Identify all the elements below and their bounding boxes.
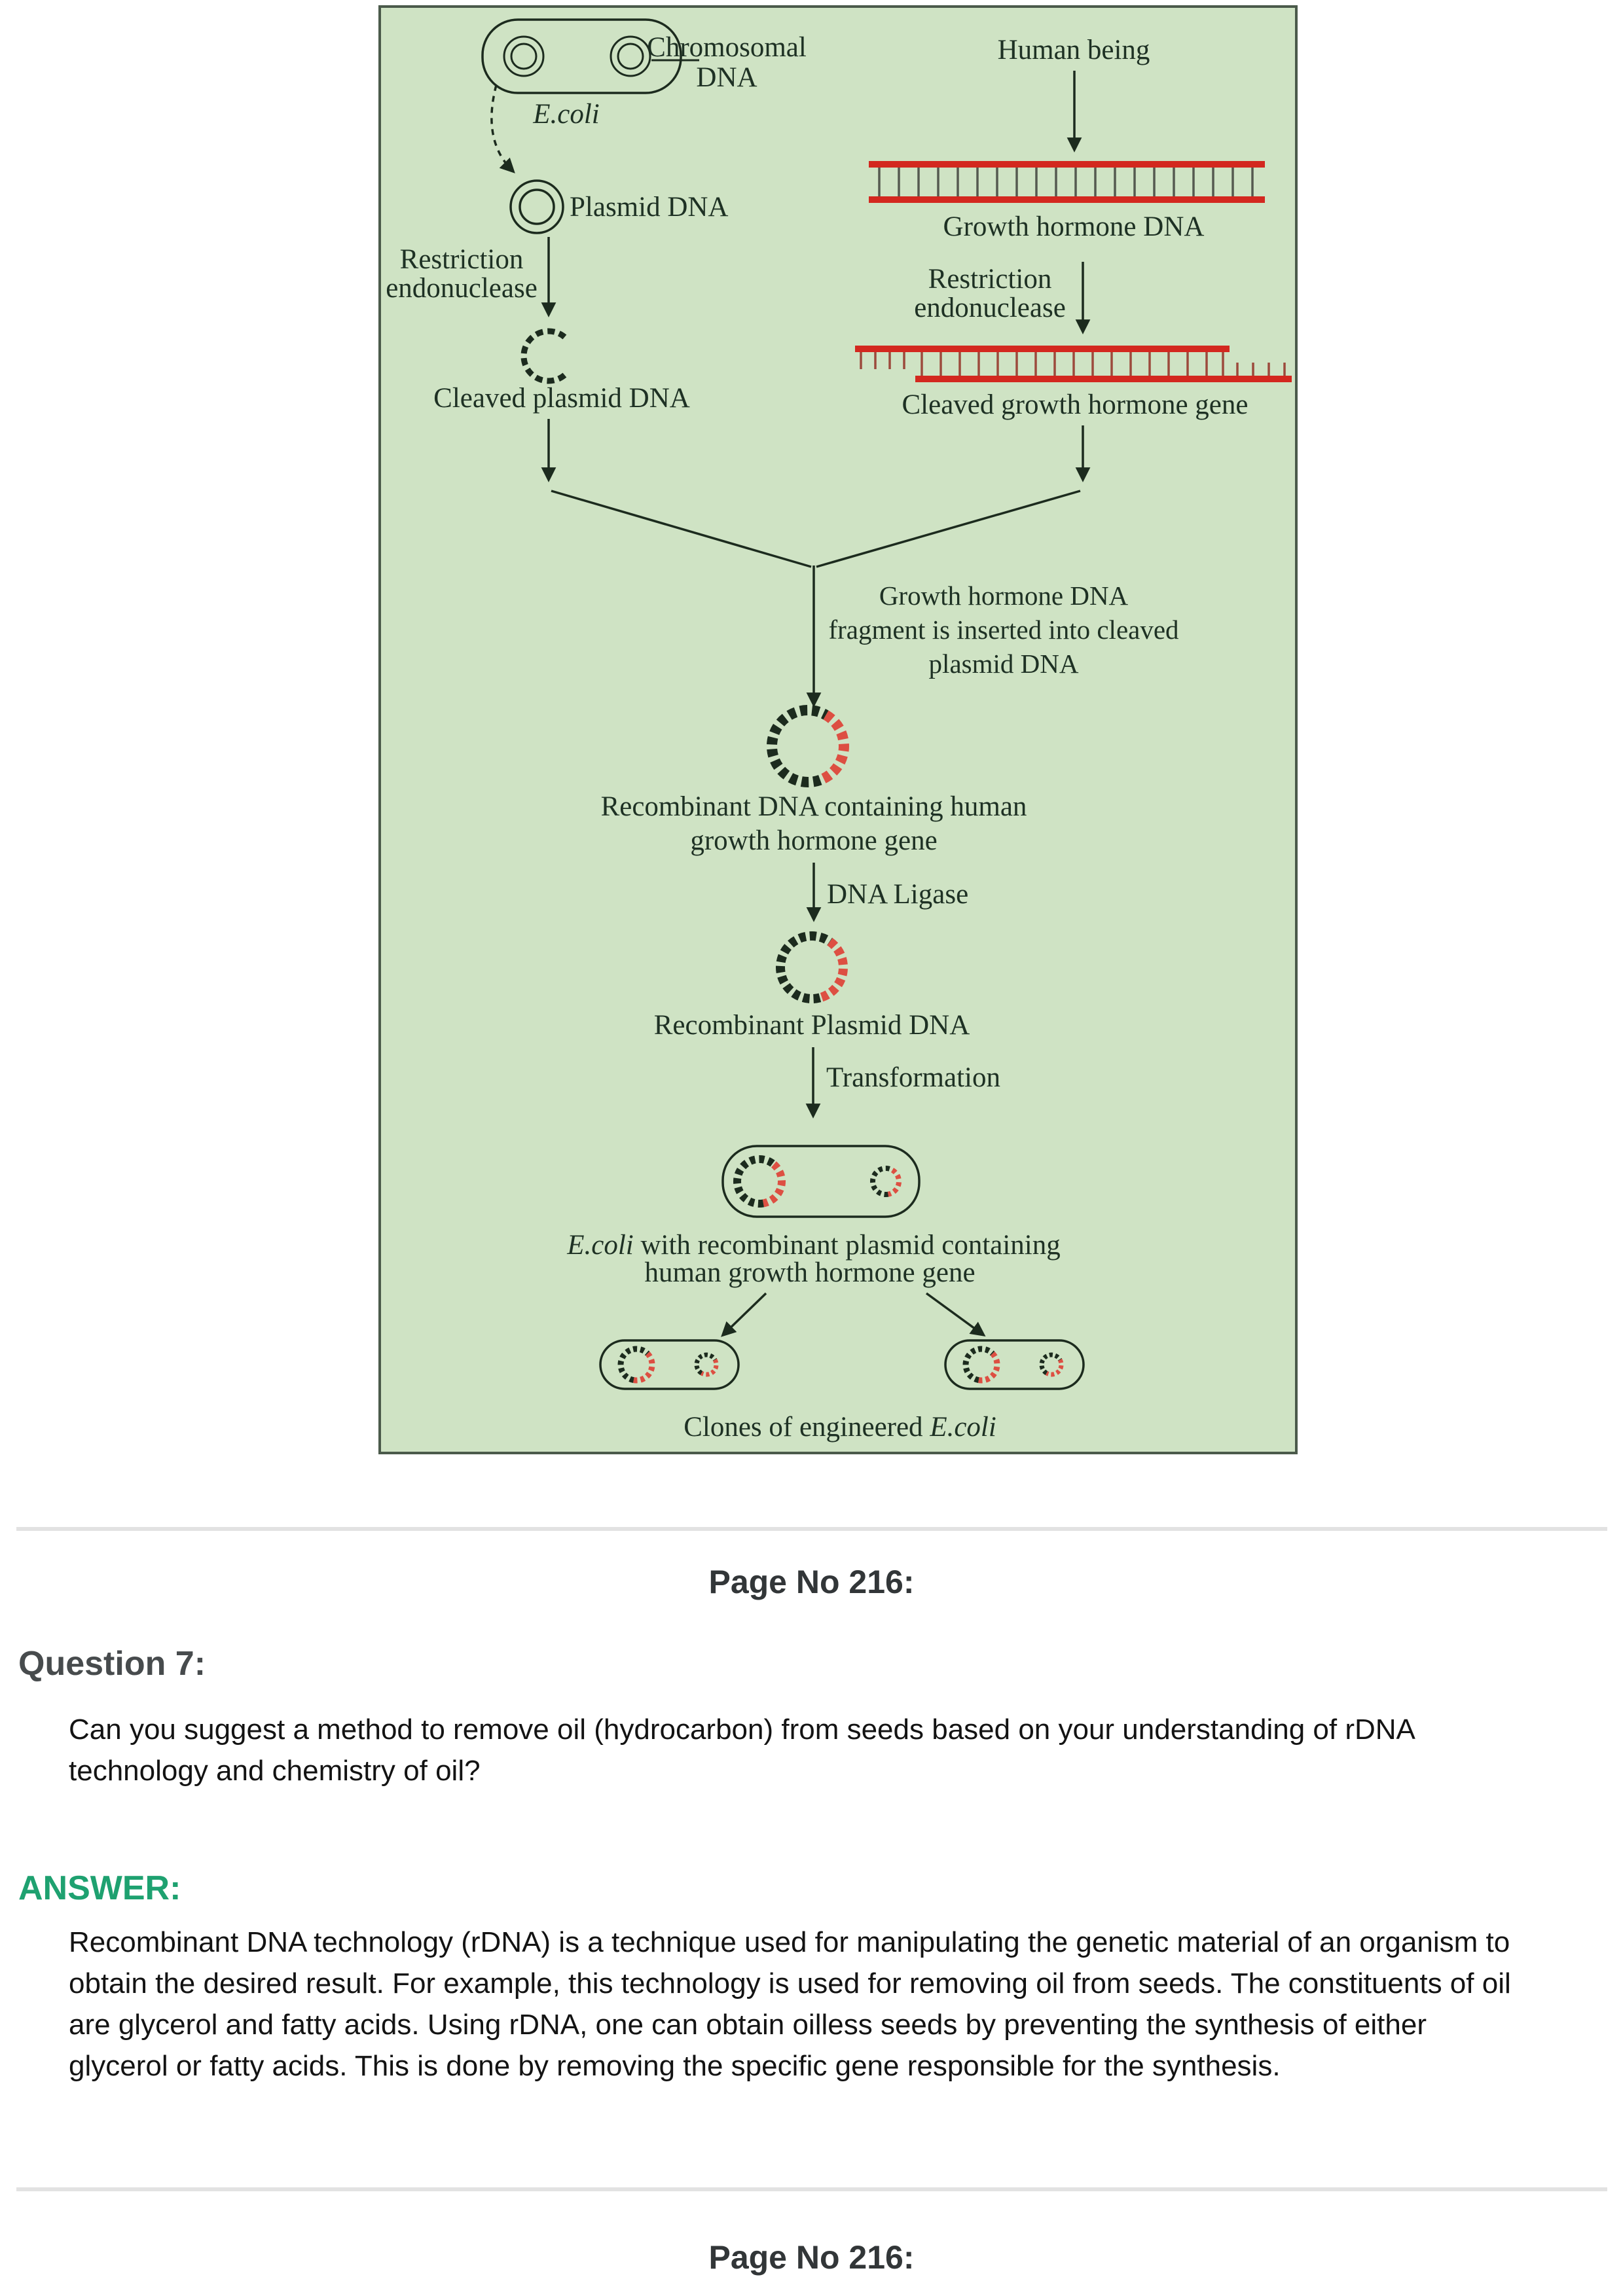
label-transformation: Transformation (826, 1062, 1000, 1093)
label-cleaved-plasmid: Cleaved plasmid DNA (433, 383, 690, 414)
label-clones-prefix: Clones of engineered (684, 1412, 930, 1443)
label-insertion-line1: Growth hormone DNA (879, 581, 1129, 611)
label-dna-ligase: DNA Ligase (827, 879, 969, 910)
label-recombinant-dna-line1: Recombinant DNA containing human (600, 791, 1027, 822)
label-growth-hormone-dna: Growth hormone DNA (943, 211, 1205, 242)
section-divider-bottom (16, 2187, 1607, 2191)
section-divider-top (16, 1527, 1607, 1531)
label-chromosomal-dna-line2: DNA (696, 62, 757, 93)
label-plasmid-dna: Plasmid DNA (570, 192, 729, 223)
label-cleaved-growth-hormone: Cleaved growth hormone gene (902, 389, 1249, 420)
question-heading: Question 7: (18, 1645, 206, 1683)
label-insertion-line2: fragment is inserted into cleaved (828, 615, 1179, 645)
answer-text-line3: are glycerol and fatty acids. Using rDNA, one can obtain oilless seeds by preventing the synthesis of either (69, 2009, 1427, 2041)
label-chromosomal-dna-line1: Chromosomal (647, 32, 807, 63)
label-recombinant-plasmid: Recombinant Plasmid DNA (653, 1010, 970, 1041)
label-clones-italic: E.coli (930, 1412, 996, 1443)
label-restriction-left-line2: endonuclease (386, 273, 538, 304)
page-number-heading-bottom: Page No 216: (708, 2239, 915, 2276)
label-recombinant-dna-line2: growth hormone gene (690, 825, 938, 856)
answer-text-line2: obtain the desired result. For example, this technology is used for removing oil from seeds. The constituents of oil (69, 1967, 1511, 2000)
label-ecoli: E.coli (533, 99, 600, 130)
label-restriction-right-line2: endonuclease (914, 293, 1066, 323)
answer-text-line4: glycerol or fatty acids. This is done by removing the specific gene responsible for the synthesis. (69, 2050, 1281, 2082)
answer-heading: ANSWER: (18, 1869, 181, 1907)
label-ecoli-recombinant-italic: E.coli (567, 1230, 634, 1261)
question-text-line2: technology and chemistry of oil? (69, 1755, 481, 1787)
answer-text-line1: Recombinant DNA technology (rDNA) is a technique used for manipulating the genetic material of an organism to (69, 1926, 1510, 1958)
label-insertion-line3: plasmid DNA (928, 649, 1079, 679)
label-clones (684, 1412, 996, 1443)
label-ecoli-recombinant-line1 (566, 1230, 1061, 1261)
label-ecoli-recombinant-line2: human growth hormone gene (644, 1257, 976, 1288)
label-restriction-left-line1: Restriction (399, 244, 524, 275)
question-text-line1: Can you suggest a method to remove oil (hydrocarbon) from seeds based on your understanding of rDNA (69, 1713, 1415, 1746)
label-restriction-right-line1: Restriction (928, 264, 1052, 295)
page-number-heading-top: Page No 216: (708, 1564, 915, 1600)
label-ecoli-recombinant-rest: with recombinant plasmid containing (633, 1230, 1061, 1261)
rdna-technology-diagram (378, 5, 1298, 1454)
label-human-being: Human being (997, 35, 1150, 65)
diagram-canvas (378, 5, 1298, 1454)
